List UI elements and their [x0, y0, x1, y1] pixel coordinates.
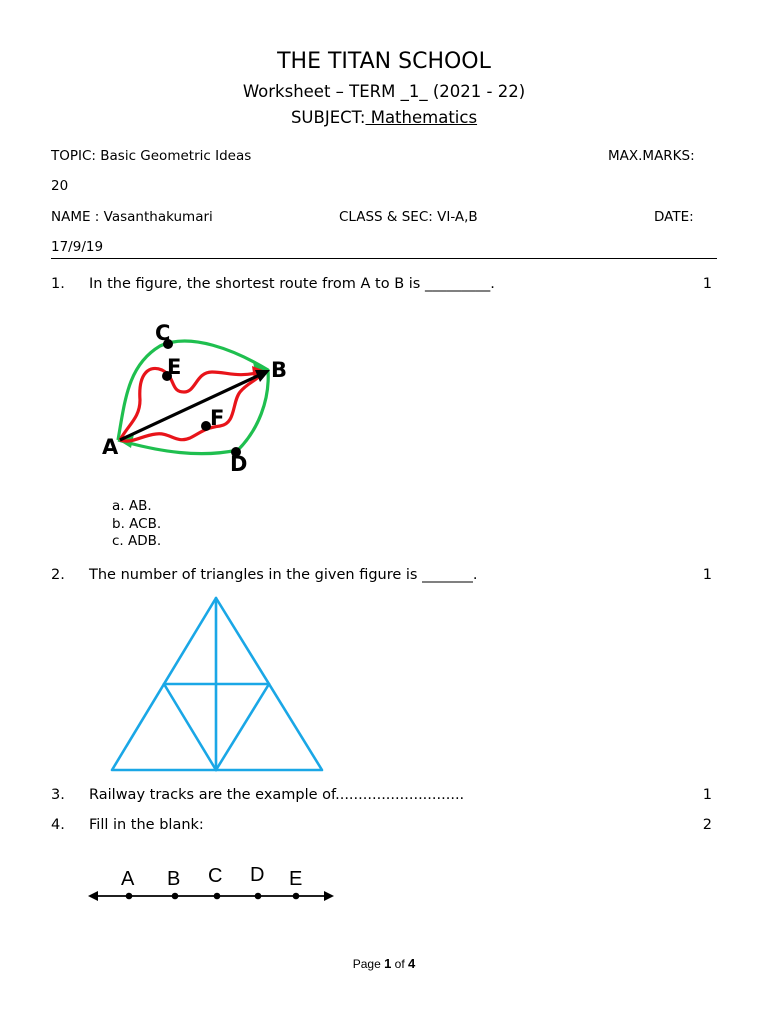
label-c: C [155, 321, 171, 345]
route-figure [100, 318, 300, 478]
max-marks-label: MAX.MARKS: [608, 148, 695, 164]
option-b: b. ACB. [112, 515, 162, 532]
line-point-e [293, 893, 300, 900]
footer-page-total: 4 [408, 956, 416, 971]
worksheet-term: Worksheet – TERM _1_ (2021 - 22) [242, 82, 526, 101]
option-a: a. AB. [112, 498, 152, 514]
footer-page-word: Page [352, 957, 381, 971]
line-label-b: B [167, 868, 181, 890]
label-b: B [271, 358, 288, 382]
question-1-number: 1. [51, 276, 65, 292]
subject-label: SUBJECT: [290, 108, 366, 127]
question-2-number: 2. [51, 567, 65, 583]
label-a: A [102, 435, 119, 459]
question-1-options [112, 498, 161, 551]
question-2-marks: 1 [702, 567, 712, 583]
subject-value: Mathematics [365, 108, 478, 127]
line-point-c [214, 893, 221, 900]
max-marks-value: 20 [51, 178, 69, 194]
line-label-e: E [289, 868, 303, 890]
date-label: DATE: [654, 209, 694, 225]
label-d: D [230, 452, 248, 476]
date-value: 17/9/19 [51, 239, 104, 255]
number-line-figure [85, 862, 335, 912]
line-point-a [126, 893, 133, 900]
question-4-marks: 2 [702, 817, 712, 833]
option-c: c. ADB. [112, 533, 162, 549]
label-f: F [210, 406, 225, 430]
class-section: CLASS & SEC: VI-A,B [339, 209, 478, 225]
inner-left-line [164, 684, 216, 770]
school-title: THE TITAN SCHOOL [277, 49, 491, 74]
question-4-text: Fill in the blank: [89, 817, 204, 833]
line-label-a: A [121, 868, 135, 890]
page-footer [0, 955, 768, 973]
triangle-figure [105, 592, 335, 777]
line-point-d [255, 893, 262, 900]
inner-right-line [216, 684, 269, 770]
topic-text: TOPIC: Basic Geometric Ideas [51, 148, 252, 164]
question-1-marks: 1 [702, 276, 712, 292]
line-arrow-left [88, 891, 98, 901]
question-3-number: 3. [51, 787, 65, 803]
question-2-text: The number of triangles in the given figure is _______. [89, 567, 478, 583]
line-label-d: D [250, 864, 265, 886]
line-point-b [172, 893, 179, 900]
question-3-text: Railway tracks are the example of............................ [89, 787, 465, 803]
line-arrow-right [324, 891, 334, 901]
footer-of-word: of [394, 957, 405, 971]
question-1-text: In the figure, the shortest route from A to B is _________. [89, 276, 495, 292]
subject-line [0, 106, 768, 130]
line-label-c: C [208, 865, 223, 887]
question-3-marks: 1 [702, 787, 712, 803]
footer-page-num: 1 [384, 956, 392, 971]
header-divider [51, 258, 717, 259]
question-4-number: 4. [51, 817, 65, 833]
student-name: NAME : Vasanthakumari [51, 209, 213, 225]
label-e: E [167, 355, 182, 379]
